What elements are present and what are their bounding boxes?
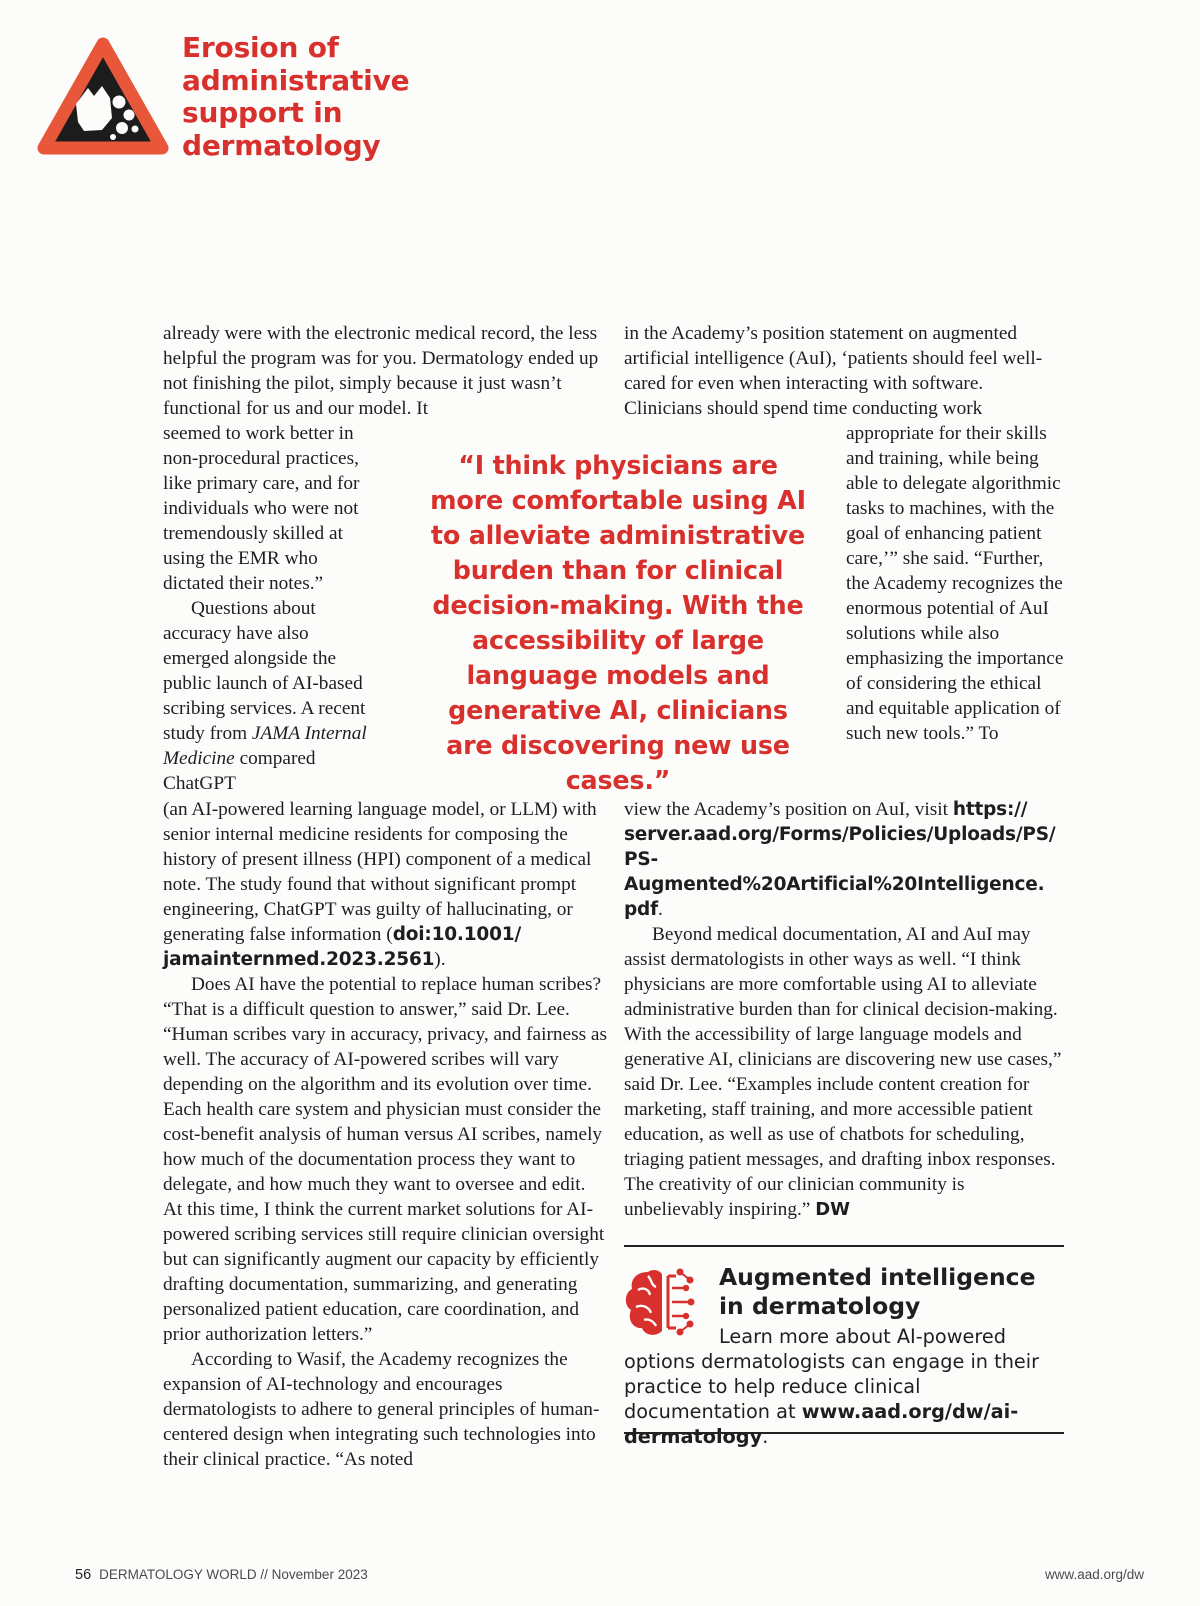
page-number: 56 [75, 1567, 92, 1583]
sidebar-lead: Learn more about AI-powered [719, 1325, 1006, 1348]
col2-paragraph-a: in the Academy’s position statement on augmented artificial intelligence (AuI), ‘patients should feel well-cared for even when interacting with software. Clinicians should spend time conducting work [624, 323, 1043, 419]
col1-lower-block [163, 797, 608, 1472]
col1-paragraph-c1-text: (an AI-powered learning language model, or LLM) with senior internal medicine residents for composing the history of present illness (HPI) component of a medical note. The study found that without significant prompt engineering, ChatGPT was guilty of hallucinating, or generating false information ( [163, 799, 597, 945]
sidebar-end: . [762, 1425, 769, 1448]
col2-paragraph-c1-text: view the Academy’s position on AuI, visit [624, 799, 949, 820]
position-statement-link[interactable]: https:// server.aad.org/Forms/Policies/Uploads/PS/ PS-Augmented%20Artificial%20Intelligence. pdf [624, 799, 1056, 920]
pull-quote: “I think physicians are more comfortable using AI to alleviate administrative burden than for clinical decision-making. With the accessibility of large language models and generative AI, clinicians are discovering new use cases.” [430, 450, 806, 795]
col1-paragraph-b2 [163, 596, 378, 796]
col2-paragraph-b: appropriate for their skills and training, while being able to delegate algorithmic tasks to machines, with the goal of enhancing patient care,’” she said. “Further, the Academy recognizes the enormous potential of AuI solutions while also emphasizing the importance of considering the ethical and equitable application of such new tools.” To [846, 423, 1064, 744]
doi-link[interactable]: doi:10.1001/ jamainternmed.2023.2561 [163, 924, 521, 970]
sidebar-link[interactable]: www.aad.org/dw/ai-dermatology [624, 1400, 1019, 1448]
footer-url[interactable]: www.aad.org/dw [1044, 1567, 1144, 1582]
page-title: Erosion of administrative support in dermatology [182, 31, 410, 162]
col1-paragraph-b2-text: Questions about accuracy have also emerged alongside the public launch of AI-based scribing services. A recent study from [163, 598, 366, 744]
publication-info: DERMATOLOGY WORLD // November 2023 [99, 1567, 368, 1582]
sidebar-bottom-rule [624, 1432, 1064, 1434]
col2-lower-block [624, 797, 1064, 1222]
falling-rocks-warning-icon [36, 36, 170, 158]
sidebar-title: Augmented intelligence in dermatology [719, 1263, 1036, 1320]
col2-paragraph-c2-text: Beyond medical documentation, AI and AuI may assist dermatologists in other ways as well. “I think physicians are more comfortable using AI to alleviate administrative burden than for clinical decision-making. With the accessibility of large language models and generative AI, clinicians are discovering new use cases,” said Dr. Lee. “Examples include content creation for marketing, staff training, and more accessible patient education, as well as use of chatbots for scheduling, triaging patient messages, and drafting inbox responses. The creativity of our clinician community is unbelievably inspiring.” [624, 924, 1062, 1220]
footer-left [75, 1567, 368, 1583]
col1-paragraph-c2: Does AI have the potential to replace human scribes? “That is a difficult question to answer,” said Dr. Lee. “Human scribes vary in accuracy, privacy, and fairness as well. The accuracy of AI-powered scribes will vary depending on the algorithm and its evolution over time. Each health care system and physician must consider the cost-benefit analysis of human versus AI scribes, namely how much of the documentation process they want to delegate, and how much they want to oversee and edit. At this time, I think the current market solutions for AI-powered scribing services still require clinician oversight but can significantly augment our capacity by efficiently drafting documentation, summarizing, and generating personalized patient education, care coordination, and prior authorization letters.” [163, 974, 607, 1345]
signoff: DW [815, 1199, 850, 1220]
col2-paragraph-c2 [624, 922, 1064, 1222]
journal-title: JAMA Internal Medicine [163, 723, 367, 769]
col1-paragraph-b3-text: compared ChatGPT [163, 748, 316, 794]
col1-paragraph-a: already were with the electronic medical record, the less helpful the program was for you. Dermatology ended up not finishing the pilot, simply because it just wasn’t functional for us and our model. It [163, 323, 599, 419]
col2-paragraph-c1 [624, 797, 1064, 922]
col1-paragraph-c1 [163, 797, 608, 972]
col1-paragraph-c1-end: ). [434, 949, 446, 970]
sidebar-body [624, 1324, 1069, 1449]
col2-paragraph-c1-end: . [657, 899, 663, 920]
col1-narrow-block [163, 421, 378, 796]
sidebar-body-text: options dermatologists can engage in their practice to help reduce clinical documentation at [624, 1350, 1040, 1423]
col1-paragraph-c3: According to Wasif, the Academy recognizes the expansion of AI-technology and encourages dermatologists to adhere to general principles of human-centered design when integrating such technologies into their clinical practice. “As noted [163, 1349, 600, 1470]
col1-paragraph-b1: seemed to work better in non-procedural practices, like primary care, and for individuals who were not tremendously skilled at using the EMR who dictated their notes.” [163, 423, 360, 594]
sidebar-top-rule [624, 1245, 1064, 1247]
